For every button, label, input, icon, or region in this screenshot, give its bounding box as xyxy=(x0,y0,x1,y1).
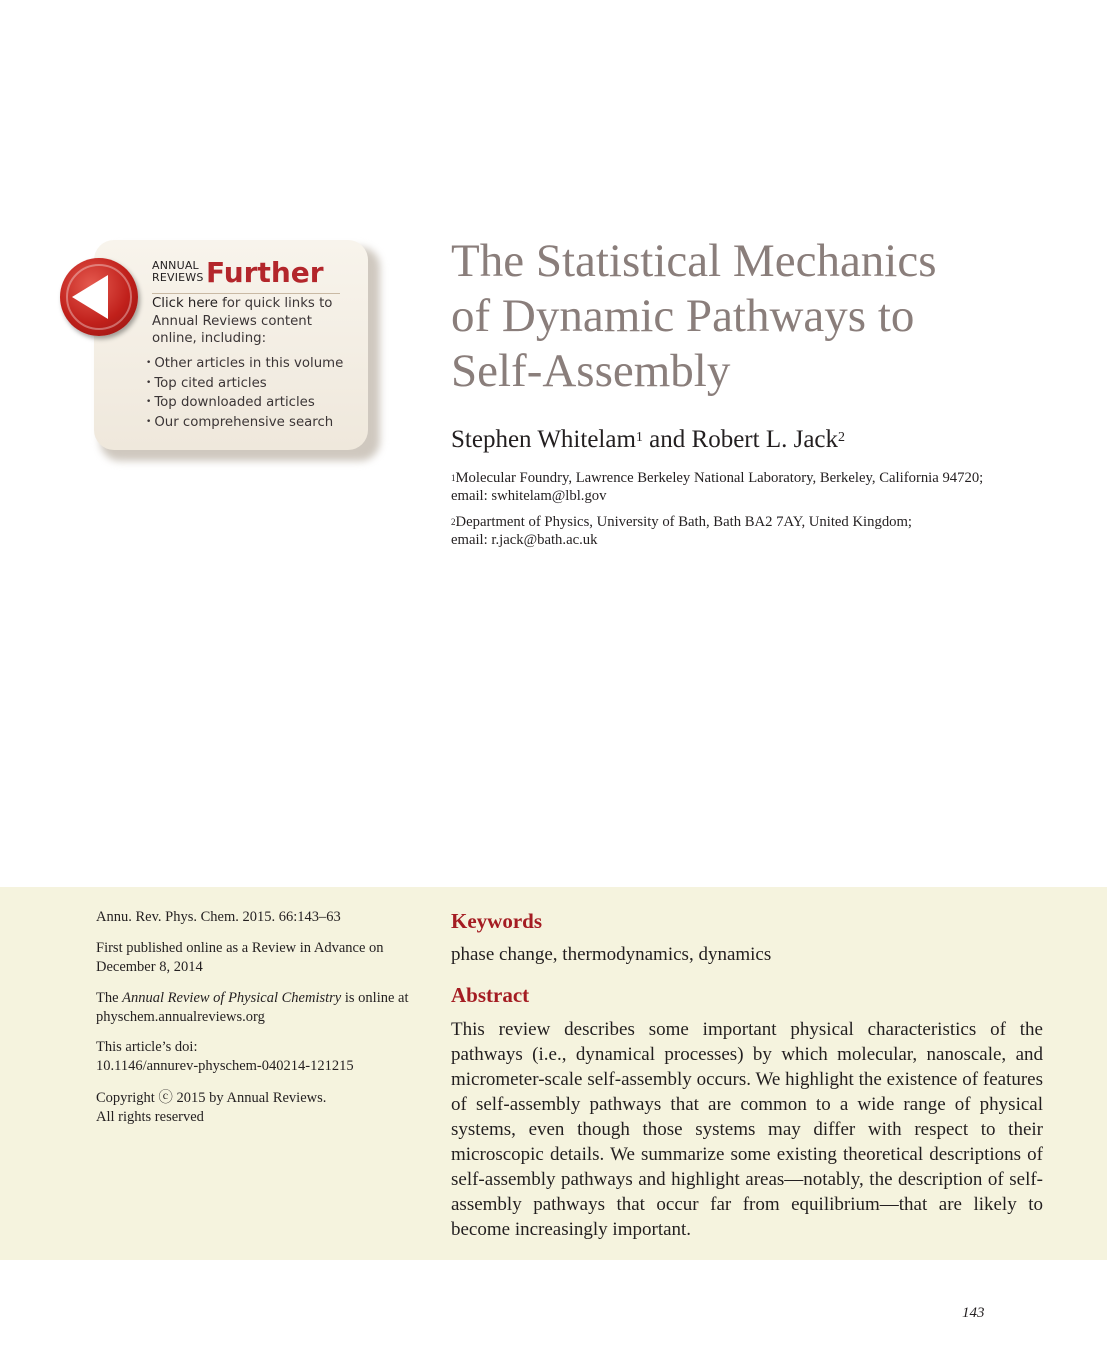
further-link-top-cited[interactable]: • Top cited articles xyxy=(146,375,343,395)
abstract-heading: Abstract xyxy=(451,983,530,1007)
author-sup: 1 xyxy=(635,430,643,445)
journal-suffix: is online at xyxy=(341,990,409,1006)
published-line-1: First published online as a Review in Advance on xyxy=(96,940,384,956)
annual-reviews-brand xyxy=(152,260,204,284)
publication-info xyxy=(96,939,426,977)
article-title xyxy=(451,234,1011,399)
further-title: Further xyxy=(206,256,324,289)
further-box[interactable] xyxy=(94,240,368,450)
click-here-link[interactable]: Click here xyxy=(152,296,218,311)
further-link-top-downloaded[interactable]: • Top downloaded articles xyxy=(146,394,343,414)
abstract-text: This review describes some important physical characteristics of the pathways (i.e., dynamical processes) by which molecular, nanoscale, and micrometer-scale self-assembly occurs. We highlight the existence of features of self-assembly pathways that are common to a wide range of physical systems, even though those systems may differ with respect to their microscopic details. We summarize some existing theoretical descriptions of self-assembly pathways and highlight areas—notably, the description of self-assembly pathways that occur far from equilibrium—that are likely to become increasingly important. xyxy=(451,1019,1043,1240)
copyright-info xyxy=(96,1089,426,1127)
affiliation-text: Molecular Foundry, Lawrence Berkeley National Laboratory, Berkeley, California 94720; xyxy=(455,470,984,486)
arrow-triangle xyxy=(72,275,108,319)
affiliation-1 xyxy=(451,469,1051,505)
keywords-heading: Keywords xyxy=(451,909,542,933)
affiliation-email[interactable]: email: swhitelam@lbl.gov xyxy=(451,488,607,504)
author-name: Robert L. Jack xyxy=(691,426,839,453)
author-list xyxy=(451,424,845,456)
copyright-text: Copyright ⓒ 2015 by Annual Reviews. xyxy=(96,1090,327,1106)
affiliation-text: Department of Physics, University of Bath, Bath BA2 7AY, United Kingdom; xyxy=(455,514,913,530)
journal-url[interactable]: physchem.annualreviews.org xyxy=(96,1009,265,1025)
doi-label: This article’s doi: xyxy=(96,1039,198,1055)
doi-info xyxy=(96,1038,426,1076)
affiliation-email[interactable]: email: r.jack@bath.ac.uk xyxy=(451,532,598,548)
rights-text: All rights reserved xyxy=(96,1109,204,1125)
further-desc-text: for quick links to Annual Reviews content online, including: xyxy=(152,296,333,346)
affiliation-2 xyxy=(451,513,1051,549)
citation: Annu. Rev. Phys. Chem. 2015. 66:143–63 xyxy=(96,909,341,925)
brand-line-1: ANNUAL xyxy=(152,259,199,272)
title-line-3: Self-Assembly xyxy=(451,345,731,397)
title-line-1: The Statistical Mechanics xyxy=(451,235,937,287)
affiliation-sup: 2 xyxy=(451,517,456,527)
further-link-other-articles[interactable]: • Other articles in this volume xyxy=(146,355,343,375)
further-description xyxy=(152,295,352,348)
further-links xyxy=(146,355,343,433)
journal-info xyxy=(96,989,426,1027)
author-name: Stephen Whitelam xyxy=(451,426,636,453)
title-line-2: of Dynamic Pathways to xyxy=(451,290,915,342)
author-joiner: and xyxy=(642,426,692,453)
journal-prefix: The xyxy=(96,990,123,1006)
journal-name: Annual Review of Physical Chemistry xyxy=(122,990,342,1006)
page-number: 143 xyxy=(962,1305,985,1321)
further-link-search[interactable]: • Our comprehensive search xyxy=(146,414,343,434)
keywords-text: phase change, thermodynamics, dynamics xyxy=(451,944,772,965)
further-divider xyxy=(152,293,340,294)
author-sup: 2 xyxy=(838,430,846,445)
affiliation-sup: 1 xyxy=(451,473,456,483)
published-line-2: December 8, 2014 xyxy=(96,959,203,975)
doi-link[interactable]: 10.1146/annurev-physchem-040214-121215 xyxy=(96,1058,354,1074)
brand-line-2: REVIEWS xyxy=(152,271,204,284)
back-arrow-icon[interactable] xyxy=(60,258,138,336)
